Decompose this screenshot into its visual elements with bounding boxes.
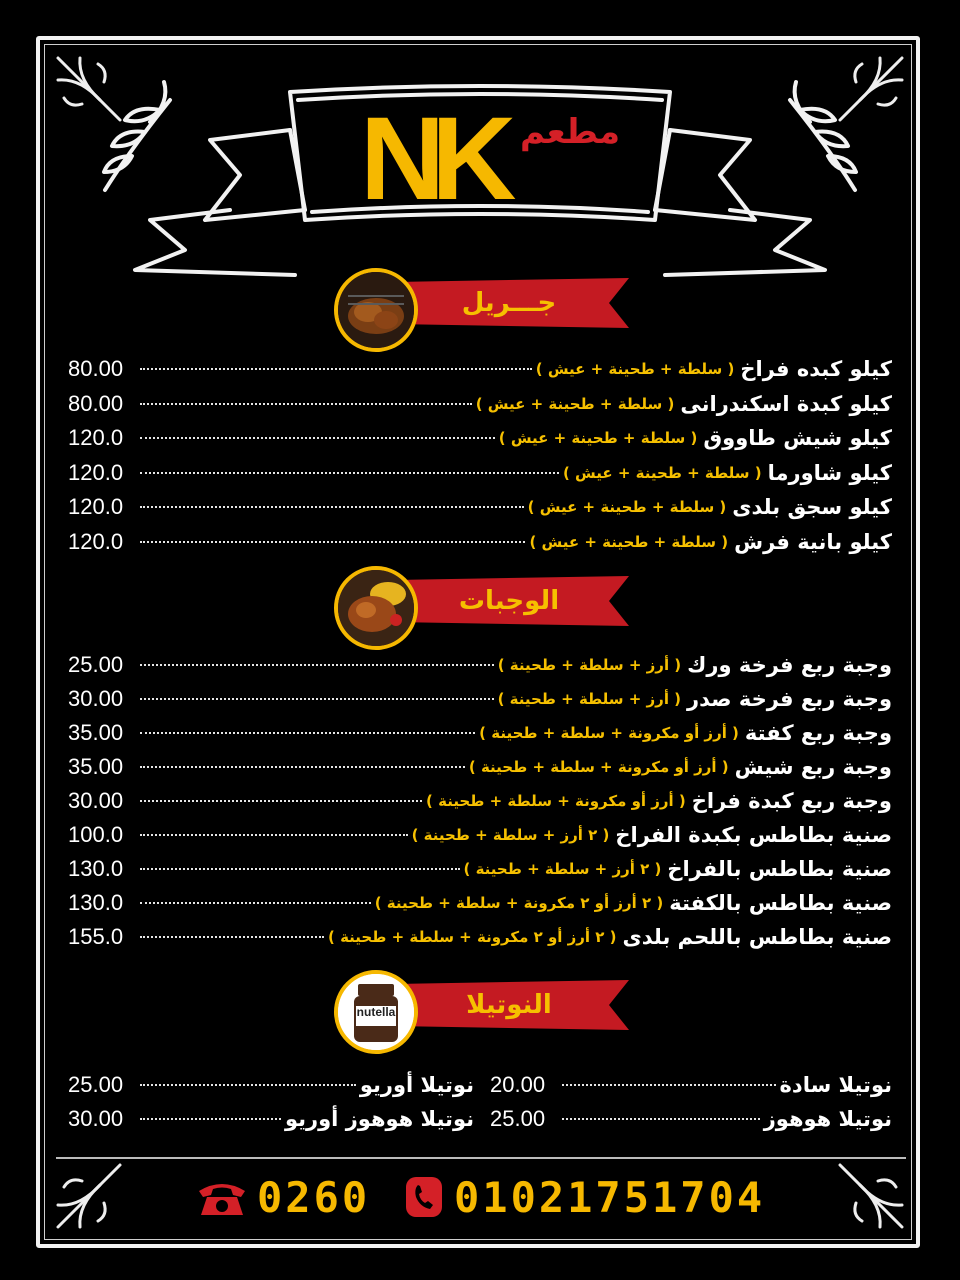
menu-item-row bbox=[68, 389, 892, 419]
menu-item-row bbox=[68, 527, 892, 557]
item-price: 80.00 bbox=[68, 356, 124, 381]
menu-item-row bbox=[68, 922, 892, 952]
section-title-nutella: النوتيلا bbox=[466, 990, 552, 1020]
section-header-nutella bbox=[334, 970, 634, 1040]
item-description: ( سلطة + طحينة + عيش ) bbox=[475, 394, 675, 413]
item-price: 120.0 bbox=[68, 425, 124, 450]
item-description: ( ٢ أرز أو ٢ مكرونة + سلطة + طحينة ) bbox=[374, 894, 664, 912]
mobile-phone-icon bbox=[404, 1175, 444, 1219]
item-price: 30.00 bbox=[68, 1106, 124, 1131]
footer-divider bbox=[56, 1157, 906, 1159]
item-price: 20.00 bbox=[490, 1072, 546, 1097]
item-price: 30.00 bbox=[68, 788, 124, 813]
item-price: 155.0 bbox=[68, 924, 124, 949]
item-description: ( سلطة + طحينة + عيش ) bbox=[527, 498, 727, 516]
menu-item-row bbox=[68, 854, 892, 884]
menu-item-row bbox=[68, 786, 892, 816]
item-label bbox=[479, 721, 892, 745]
menu-item-row bbox=[68, 458, 892, 488]
item-name: وجبة ربع كفتة bbox=[744, 721, 892, 745]
item-price: 130.0 bbox=[68, 890, 124, 915]
item-price: 120.0 bbox=[68, 459, 124, 485]
item-price: 25.00 bbox=[68, 1072, 124, 1097]
chicken-meal-icon bbox=[334, 566, 418, 650]
item-name: نوتيلا هوهوز bbox=[763, 1107, 892, 1131]
landline-number: 0260 bbox=[257, 1172, 371, 1222]
contact-landline bbox=[195, 1172, 370, 1222]
item-price: 130.0 bbox=[68, 856, 124, 881]
item-name: صنية بطاطس بالكفتة bbox=[669, 891, 892, 915]
item-label bbox=[529, 530, 892, 554]
menu-item-row bbox=[68, 684, 892, 714]
item-description: ( أرز أو مكرونة + سلطة + طحينة ) bbox=[468, 758, 729, 776]
item-price: 30.00 bbox=[68, 686, 124, 711]
item-label bbox=[360, 1073, 474, 1097]
item-name: وجبة ربع كبدة فراخ bbox=[691, 789, 892, 813]
dotted-leader bbox=[140, 800, 422, 802]
menu-item-row bbox=[68, 354, 892, 384]
item-label bbox=[536, 357, 892, 381]
item-label bbox=[498, 687, 892, 711]
nutella-item-row bbox=[68, 1070, 474, 1100]
dotted-leader bbox=[140, 437, 495, 439]
item-name: وجبة ربع شيش bbox=[734, 755, 892, 779]
telephone-icon bbox=[195, 1177, 249, 1217]
item-description: ( ٢ أرز + سلطة + طحينة ) bbox=[463, 860, 662, 878]
item-name: كيلو بانية فرش bbox=[734, 529, 892, 554]
item-description: ( أرز أو مكرونة + سلطة + طحينة ) bbox=[426, 792, 686, 810]
item-name: كيلو شيش طاووق bbox=[703, 426, 892, 450]
item-name: وجبة ربع فرخة صدر bbox=[687, 687, 892, 711]
item-description: ( سلطة + طحينة + عيش ) bbox=[562, 463, 762, 482]
section-title-meals: الوجبات bbox=[458, 586, 560, 616]
dotted-leader bbox=[140, 766, 465, 768]
dotted-leader bbox=[140, 868, 460, 870]
dotted-leader bbox=[140, 664, 494, 666]
nutella-item-row bbox=[490, 1104, 892, 1134]
item-label bbox=[764, 1107, 892, 1131]
item-name: نوتيلا هوهوز أوريو bbox=[284, 1107, 474, 1131]
restaurant-logo bbox=[360, 93, 620, 225]
menu-item-row bbox=[68, 752, 892, 782]
menu-item-row bbox=[68, 492, 892, 522]
dotted-leader bbox=[140, 403, 472, 405]
dotted-leader bbox=[140, 541, 525, 543]
item-description: ( سلطة + طحينة + عيش ) bbox=[529, 532, 729, 551]
menu-item-row bbox=[68, 718, 892, 748]
item-description: ( ٢ أرز أو ٢ مكرونة + سلطة + طحينة ) bbox=[328, 928, 617, 946]
dotted-leader bbox=[140, 368, 532, 370]
dotted-leader bbox=[140, 698, 494, 700]
dotted-leader bbox=[140, 1118, 281, 1120]
item-label bbox=[375, 891, 892, 915]
item-label bbox=[328, 925, 892, 949]
dotted-leader bbox=[140, 472, 559, 474]
item-name: كيلو كبده فراخ bbox=[740, 357, 892, 381]
item-price: 25.00 bbox=[490, 1106, 546, 1131]
menu-item-row bbox=[68, 650, 892, 680]
item-label bbox=[476, 392, 892, 416]
item-price: 25.00 bbox=[68, 652, 124, 677]
item-label bbox=[426, 789, 892, 813]
item-price: 80.00 bbox=[68, 390, 124, 416]
dotted-leader bbox=[140, 834, 408, 836]
item-description: ( أرز + سلطة + طحينة ) bbox=[497, 656, 682, 674]
section-header-meals bbox=[334, 566, 634, 636]
nutella-item-row bbox=[490, 1070, 892, 1100]
menu-item-row bbox=[68, 820, 892, 850]
logo-arabic-label: مطعم bbox=[519, 112, 620, 152]
item-label bbox=[469, 755, 892, 779]
item-label bbox=[528, 495, 892, 519]
mobile-number: 01021751704 bbox=[454, 1172, 766, 1222]
item-label bbox=[412, 823, 892, 847]
nutella-jar-label: nutella bbox=[356, 1005, 396, 1019]
logo-nk-text: NK bbox=[360, 93, 503, 225]
dotted-leader bbox=[140, 1084, 356, 1086]
item-name: وجبة ربع فرخة ورك bbox=[687, 653, 892, 677]
contact-mobile bbox=[404, 1172, 765, 1222]
item-label bbox=[498, 653, 892, 677]
dotted-leader bbox=[562, 1118, 760, 1120]
item-label bbox=[563, 461, 892, 485]
nutella-item-row bbox=[68, 1104, 474, 1134]
item-price: 120.0 bbox=[68, 528, 124, 554]
item-price: 100.0 bbox=[68, 822, 124, 847]
menu-item-row bbox=[68, 888, 892, 918]
dotted-leader bbox=[140, 506, 524, 508]
item-description: ( سلطة + طحينة + عيش ) bbox=[535, 360, 735, 378]
dotted-leader bbox=[562, 1084, 776, 1086]
item-name: كيلو كبدة اسكندرانى bbox=[680, 391, 892, 416]
item-price: 35.00 bbox=[68, 754, 124, 779]
item-price: 35.00 bbox=[68, 720, 124, 745]
section-header-grill bbox=[334, 268, 634, 338]
item-description: ( أرز + سلطة + طحينة ) bbox=[497, 690, 682, 708]
grilled-chicken-icon bbox=[334, 268, 418, 352]
item-description: ( أرز أو مكرونة + سلطة + طحينة ) bbox=[479, 724, 739, 742]
item-name: كيلو سجق بلدى bbox=[732, 495, 892, 519]
dotted-leader bbox=[140, 732, 475, 734]
item-description: ( سلطة + طحينة + عيش ) bbox=[498, 429, 698, 447]
item-label bbox=[780, 1073, 892, 1097]
item-label bbox=[499, 426, 892, 450]
item-name: صنية بطاطس باللحم بلدى bbox=[622, 925, 892, 949]
dotted-leader bbox=[140, 902, 371, 904]
item-label bbox=[285, 1107, 474, 1131]
dotted-leader bbox=[140, 936, 324, 938]
item-name: نوتيلا سادة bbox=[779, 1073, 892, 1097]
nutella-jar-icon bbox=[334, 970, 418, 1054]
item-name: نوتيلا أوريو bbox=[359, 1073, 474, 1097]
item-name: كيلو شاورما bbox=[767, 460, 892, 485]
section-title-grill: جـــريل bbox=[461, 288, 557, 318]
item-name: صنية بطاطس بكبدة الفراخ bbox=[615, 823, 892, 847]
item-name: صنية بطاطس بالفراخ bbox=[667, 857, 892, 881]
item-label bbox=[464, 857, 893, 881]
item-price: 120.0 bbox=[68, 494, 124, 519]
item-description: ( ٢ أرز + سلطة + طحينة ) bbox=[411, 826, 610, 844]
menu-item-row bbox=[68, 423, 892, 453]
